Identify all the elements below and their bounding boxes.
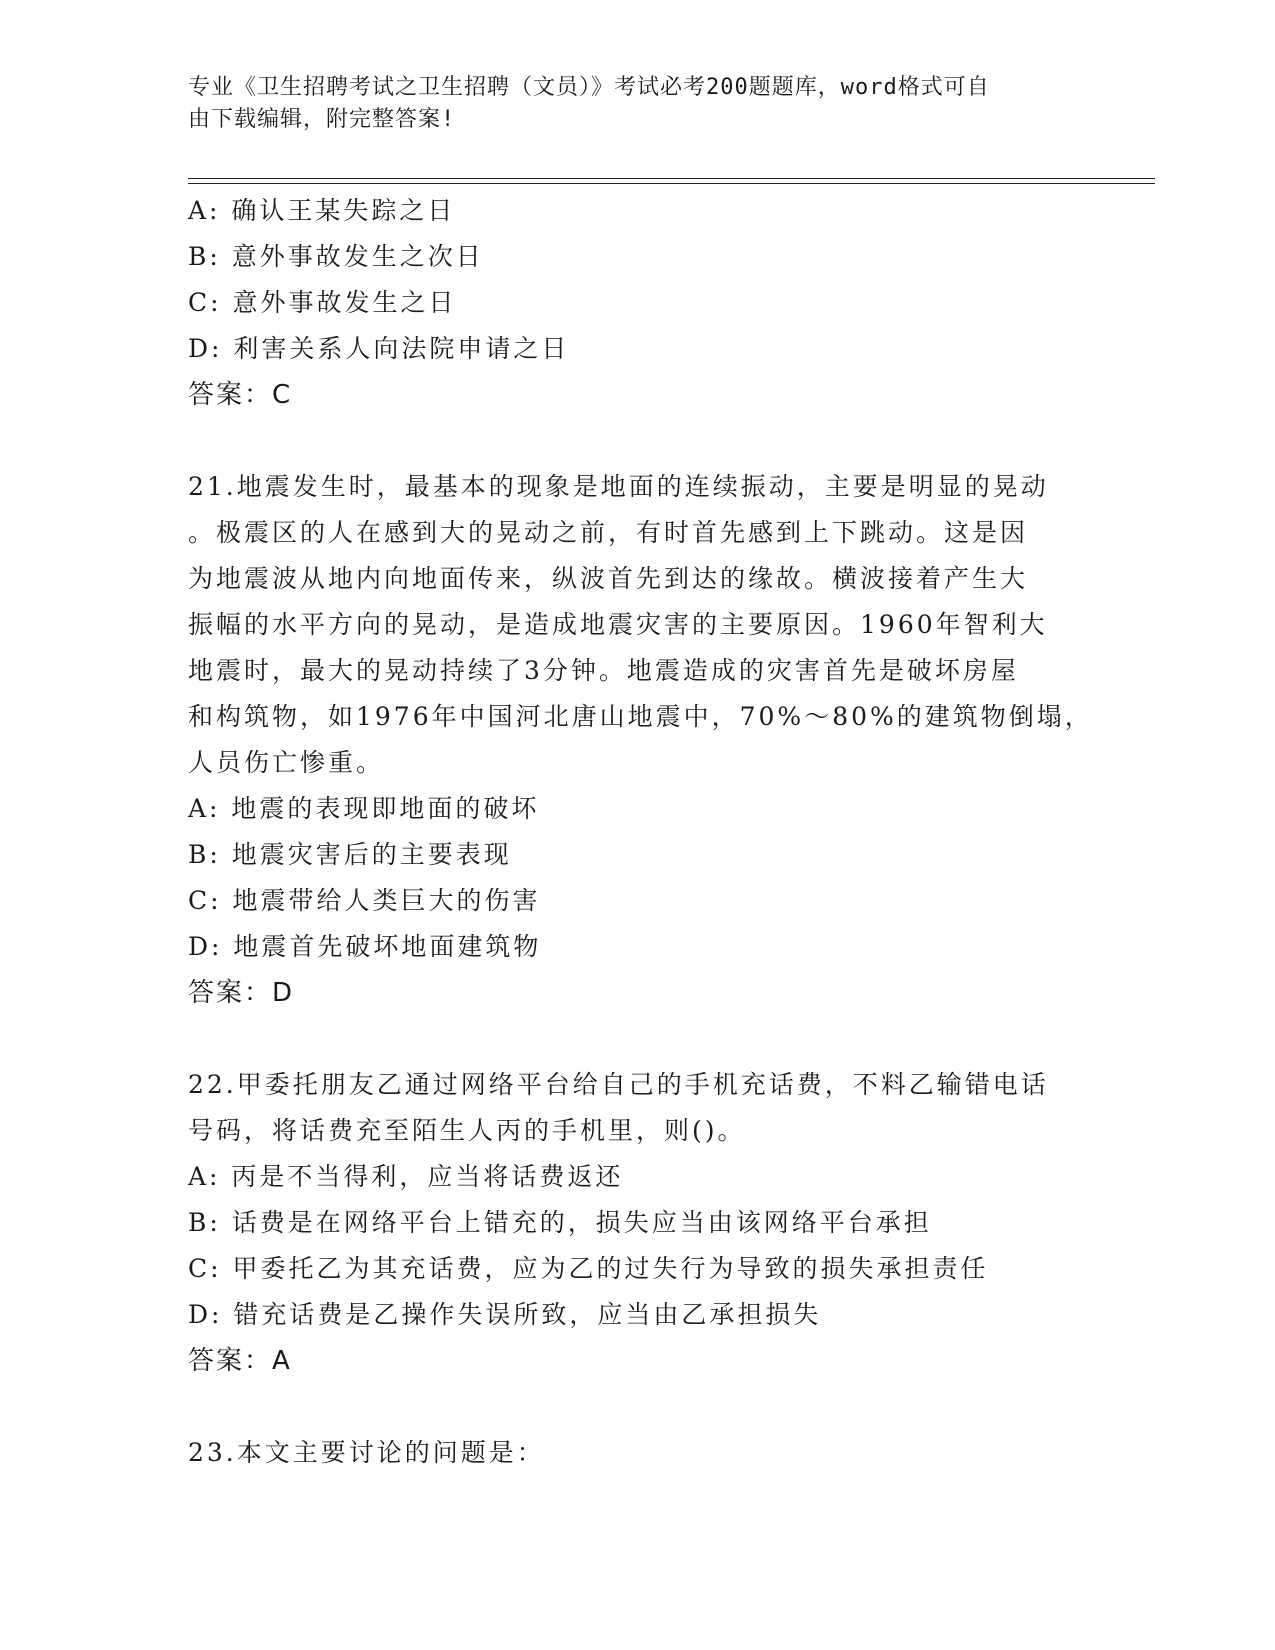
- option-c: C: 意外事故发生之日: [188, 288, 457, 317]
- option-a: A: 地震的表现即地面的破坏: [188, 794, 540, 823]
- header-divider-bottom: [188, 183, 1155, 184]
- option-a: A: 丙是不当得利，应当将话费返还: [188, 1162, 624, 1191]
- question-text-line: 为地震波从地内向地面传来，纵波首先到达的缘故。横波接着产生大: [188, 564, 1029, 593]
- question-text-line: 号码，将话费充至陌生人丙的手机里，则()。: [188, 1116, 746, 1145]
- option-a: A: 确认王某失踪之日: [188, 196, 456, 225]
- question-text-line: 地震时，最大的晃动持续了3分钟。地震造成的灾害首先是破坏房屋: [188, 656, 1019, 685]
- question-text-line: 人员伤亡惨重。: [188, 748, 385, 777]
- spacer: [188, 418, 1088, 464]
- question-text-line: 21.地震发生时，最基本的现象是地面的连续振动，主要是明显的晃动: [188, 472, 1049, 501]
- spacer: [188, 1016, 1088, 1062]
- option-b: B: 意外事故发生之次日: [188, 242, 484, 271]
- question-content: [188, 188, 1093, 1476]
- answer-line: 答案：C: [188, 380, 293, 410]
- header-line-1: 专业《卫生招聘考试之卫生招聘（文员）》考试必考200题题库，word格式可自: [188, 75, 990, 100]
- question-22-block: [188, 1062, 1088, 1384]
- question-text-line: 。极震区的人在感到大的晃动之前，有时首先感到上下跳动。这是因: [188, 518, 1029, 547]
- question-21-block: [188, 464, 1093, 1016]
- option-d: D: 利害关系人向法院申请之日: [188, 334, 570, 363]
- option-c: C: 甲委托乙为其充话费，应为乙的过失行为导致的损失承担责任: [188, 1254, 989, 1283]
- option-d: D: 地震首先破坏地面建筑物: [188, 932, 542, 961]
- question-text-line: 和构筑物，如1976年中国河北唐山地震中，70%～80%的建筑物倒塌，: [188, 702, 1093, 731]
- question-text-line: 23.本文主要讨论的问题是：: [188, 1438, 545, 1467]
- header-line-2: 由下载编辑，附完整答案!: [188, 107, 456, 132]
- header-divider-top: [188, 178, 1155, 179]
- answer-line: 答案：A: [188, 1346, 292, 1376]
- option-d: D: 错充话费是乙操作失误所致，应当由乙承担损失: [188, 1300, 822, 1329]
- question-23-block: [188, 1430, 1088, 1476]
- option-b: B: 地震灾害后的主要表现: [188, 840, 512, 869]
- question-text-line: 振幅的水平方向的晃动，是造成地震灾害的主要原因。1960年智利大: [188, 610, 1048, 639]
- answer-line: 答案：D: [188, 978, 295, 1008]
- document-header: [188, 72, 1068, 136]
- question-text-line: 22.甲委托朋友乙通过网络平台给自己的手机充话费，不料乙输错电话: [188, 1070, 1049, 1099]
- option-c: C: 地震带给人类巨大的伤害: [188, 886, 541, 915]
- prev-question-block: [188, 188, 1088, 418]
- option-b: B: 话费是在网络平台上错充的，损失应当由该网络平台承担: [188, 1208, 932, 1237]
- spacer: [188, 1384, 1088, 1430]
